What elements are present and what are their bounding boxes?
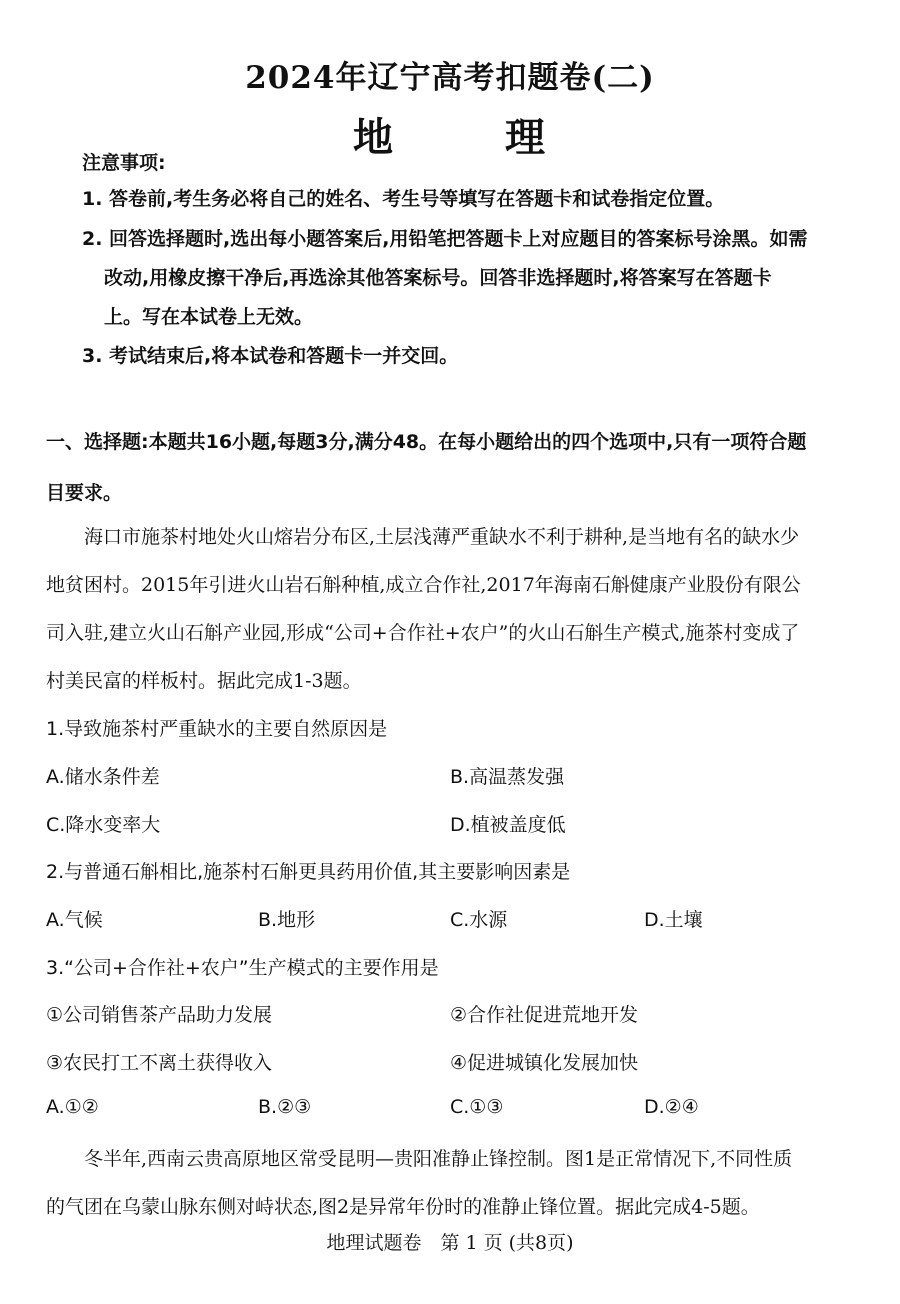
notes-item-1: 1. 答卷前,考生务必将自己的姓名、考生号等填写在答题卡和试卷指定位置。 <box>82 188 725 210</box>
page-footer: 地理试题卷 第 1 页 (共8页) <box>326 1232 574 1254</box>
section-heading-line-2: 目要求。 <box>46 482 123 504</box>
passage-2-line-1: 冬半年,西南云贵高原地区常受昆明—贵阳准静止锋控制。图1是正常情况下,不同性质 <box>84 1148 793 1170</box>
question-2-option-d: D.土壤 <box>644 909 703 931</box>
question-3-statement-3: ③农民打工不离土获得收入 <box>46 1052 273 1074</box>
question-3-option-a: A.①② <box>46 1096 99 1118</box>
passage-1-line-4: 村美民富的样板村。据此完成1-3题。 <box>46 670 362 692</box>
passage-1-line-2: 地贫困村。2015年引进火山岩石斛种植,成立合作社,2017年海南石斛健康产业股份有限公 <box>46 574 801 596</box>
question-2-option-b: B.地形 <box>258 909 316 931</box>
subject-char-left: 地 <box>353 114 395 161</box>
notes-item-2-line-1: 2. 回答选择题时,选出每小题答案后,用铅笔把答题卡上对应题目的答案标号涂黑。如需 <box>82 228 808 250</box>
notes-heading: 注意事项: <box>82 152 166 174</box>
question-3-statement-1: ①公司销售茶产品助力发展 <box>46 1004 273 1026</box>
question-3-stem: 3.“公司+合作社+农户”生产模式的主要作用是 <box>46 957 439 979</box>
question-1-option-b: B.高温蒸发强 <box>450 766 565 788</box>
notes-item-2-line-3: 上。写在本试卷上无效。 <box>104 306 314 328</box>
question-3-option-d: D.②④ <box>644 1096 699 1118</box>
question-2-option-a: A.气候 <box>46 909 103 931</box>
section-heading-line-1: 一、选择题:本题共16小题,每题3分,满分48。在每小题给出的四个选项中,只有一项符合题 <box>46 431 807 453</box>
passage-1-line-3: 司入驻,建立火山石斛产业园,形成“公司+合作社+农户”的火山石斛生产模式,施茶村变成了 <box>46 622 800 644</box>
question-1-option-c: C.降水变率大 <box>46 814 161 836</box>
page-title: 2024年辽宁高考扣题卷(二) <box>245 60 655 96</box>
question-2-stem: 2.与普通石斛相比,施茶村石斛更具药用价值,其主要影响因素是 <box>46 861 571 883</box>
question-1-option-a: A.储水条件差 <box>46 766 160 788</box>
subject-char-right: 理 <box>505 114 547 161</box>
question-3-option-b: B.②③ <box>258 1096 312 1118</box>
question-1-option-d: D.植被盖度低 <box>450 814 566 836</box>
notes-item-2-line-2: 改动,用橡皮擦干净后,再选涂其他答案标号。回答非选择题时,将答案写在答题卡 <box>104 267 772 289</box>
question-3-statement-2: ②合作社促进荒地开发 <box>450 1004 639 1026</box>
notes-item-3: 3. 考试结束后,将本试卷和答题卡一并交回。 <box>82 345 459 367</box>
question-3-statement-4: ④促进城镇化发展加快 <box>450 1052 639 1074</box>
passage-2-line-2: 的气团在乌蒙山脉东侧对峙状态,图2是异常年份时的准静止锋位置。据此完成4-5题。 <box>46 1196 760 1218</box>
question-3-option-c: C.①③ <box>450 1096 504 1118</box>
passage-1-line-1: 海口市施茶村地处火山熔岩分布区,土层浅薄严重缺水不利于耕种,是当地有名的缺水少 <box>84 526 800 548</box>
question-2-option-c: C.水源 <box>450 909 508 931</box>
question-1-stem: 1.导致施茶村严重缺水的主要自然原因是 <box>46 718 388 740</box>
